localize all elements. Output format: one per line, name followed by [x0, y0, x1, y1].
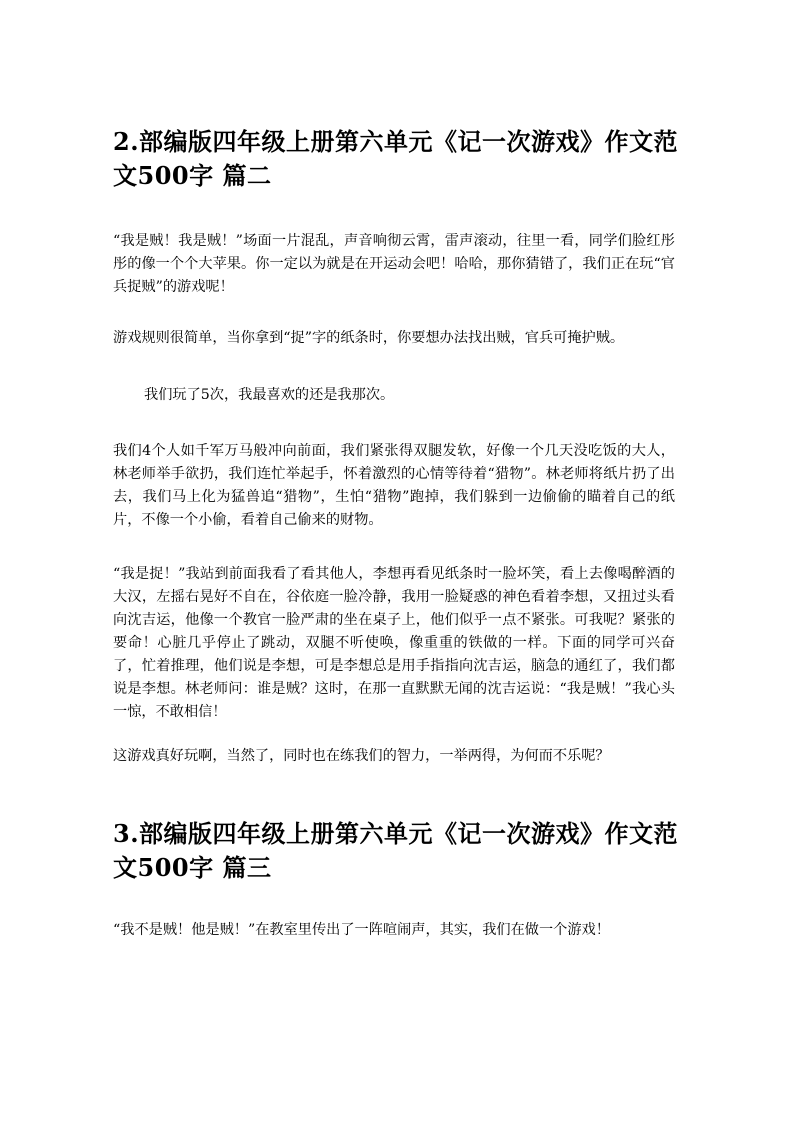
- section-2-paragraph-5: “我是捉！”我站到前面我看了看其他人，李想再看见纸条时一脸坏笑，看上去像喝醉酒的大汉，左摇右晃好不自在，谷依庭一脸冷静，我用一脸疑惑的神色看着李想，又扭过头看向沈吉运，他像一个教官一脸严肃的坐在桌子上，他们似乎一点不紧张。可我呢？紧张的要命！心脏几乎停止了跳动，双腿不听使唤，像重重的铁做的一样。下面的同学可兴奋了，忙着推理，他们说是李想，可是李想总是用手指指向沈吉运，脑急的通红了，我们都说是李想。林老师问：谁是贼？这时，在那一直默默无闻的沈吉运说：“我是贼！”我心头一惊，不敢相信！: [113, 566, 675, 720]
- section-3-paragraph-1: “我不是贼！他是贼！”在教室里传出了一阵喧闹声，其实，我们在做一个游戏！: [113, 922, 610, 938]
- section-2-paragraph-3: 我们玩了5次，我最喜欢的还是我那次。: [144, 387, 395, 403]
- section-2-title: 2.部编版四年级上册第六单元《记一次游戏》作文范文500字 篇二: [113, 127, 679, 190]
- section-2-paragraph-2: 游戏规则很简单，当你拿到“捉”字的纸条时，你要想办法找出贼，官兵可掩护贼。: [113, 330, 625, 346]
- section-2-paragraph-1: “我是贼！我是贼！”场面一片混乱，声音响彻云霄，雷声滚动，往里一看，同学们脸红彤彤的像一个个大苹果。你一定以为就是在开运动会吧！哈哈，那你猜错了，我们正在玩“官兵捉贼”的游戏呢！: [113, 233, 675, 295]
- section-2-paragraph-6: 这游戏真好玩啊，当然了，同时也在练我们的智力，一举两得，为何而不乐呢？: [113, 748, 610, 764]
- section-3-title: 3.部编版四年级上册第六单元《记一次游戏》作文范文500字 篇三: [113, 819, 679, 882]
- section-2-paragraph-4: 我们4个人如千军万马般冲向前面，我们紧张得双腿发软，好像一个几天没吃饭的大人，林老师举手欲扔，我们连忙举起手，怀着激烈的心情等待着“猎物”。林老师将纸片扔了出去，我们马上化为猛兽追“猎物”，生怕“猎物”跑掉，我们躲到一边偷偷的瞄着自己的纸片，不像一个小偷，看着自己偷来的财物。: [113, 443, 675, 528]
